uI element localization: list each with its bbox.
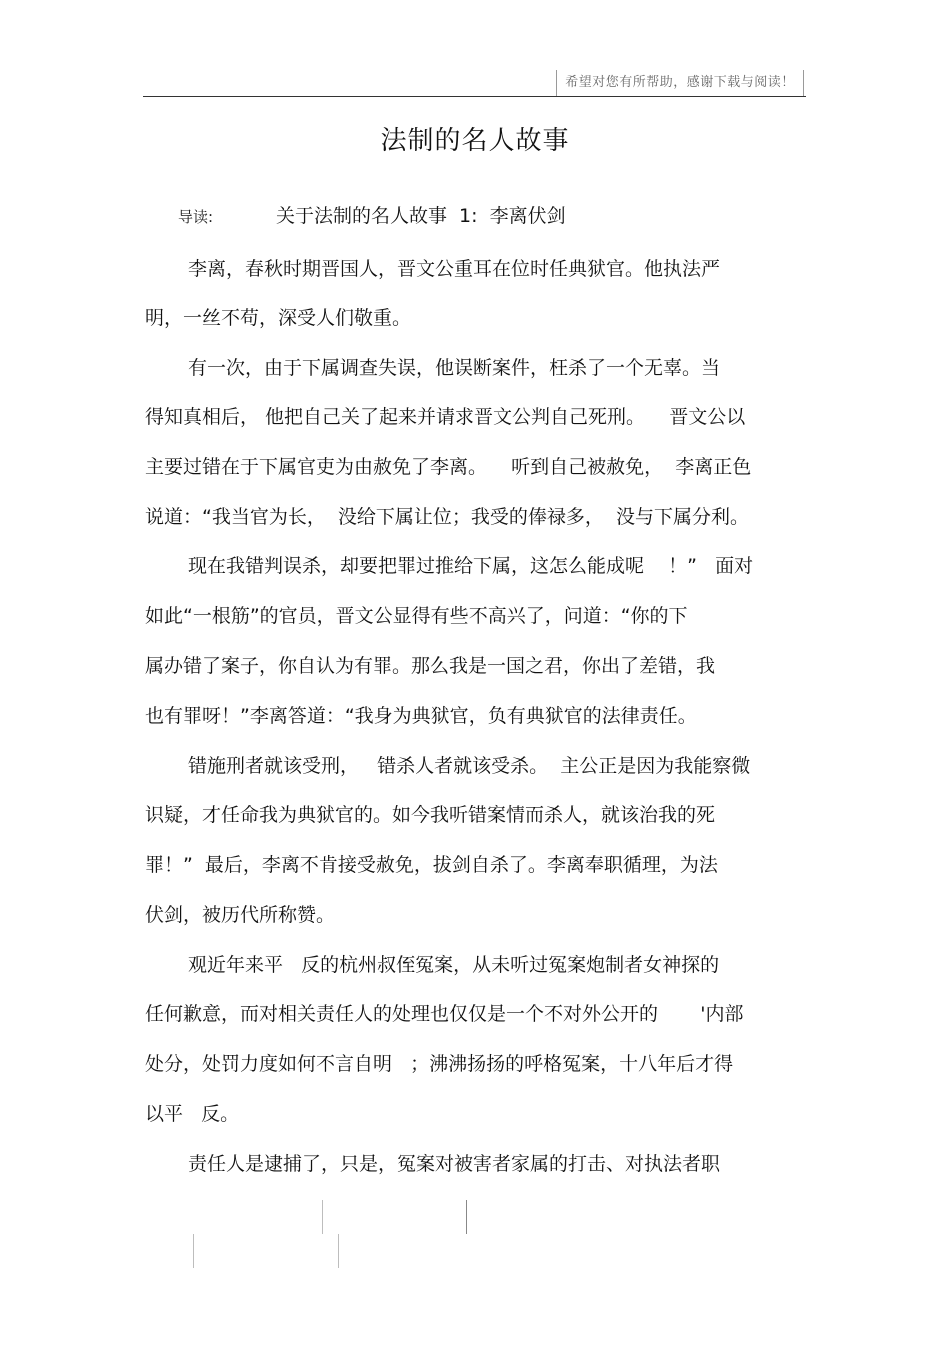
body-line: 处分，处罚力度如何不言自明 ；沸沸扬扬的呼格冤案，十八年后才得 — [145, 1053, 734, 1075]
scan-artifact-line — [193, 1234, 194, 1268]
body-line: 明，一丝不苟，深受人们敬重。 — [145, 307, 412, 329]
body-line: 也有罪呀！”李离答道：“我身为典狱官，负有典狱官的法律责任。 — [145, 705, 697, 727]
body-line: 说道：“我当官为长， 没给下属让位；我受的俸禄多， 没与下属分利。 — [145, 506, 750, 528]
body-line: 如此“一根筋”的官员，晋文公显得有些不高兴了，问道：“你的下 — [145, 605, 688, 627]
body-line: 错施刑者就该受刑， 错杀人者就该受杀。 主公正是因为我能察微 — [188, 755, 751, 777]
body-line: 识疑，才任命我为典狱官的。如今我听错案情而杀人，就该治我的死 — [145, 804, 716, 826]
body-line: 观近年来平 反的杭州叔侄冤案，从未听过冤案炮制者女神探的 — [188, 954, 720, 976]
document-title: 法制的名人故事 — [380, 126, 570, 156]
scan-artifact-line — [322, 1200, 323, 1234]
body-line: 以平 反。 — [145, 1103, 240, 1125]
body-line: 主要过错在于下属官吏为由赦免了李离。 听到自己被赦免， 李离正色 — [145, 456, 752, 478]
body-line: 有一次，由于下属调查失误，他误断案件，枉杀了一个无辜。当 — [188, 357, 721, 379]
body-line: 李离，春秋时期晋国人，晋文公重耳在位时任典狱官。他执法严 — [188, 258, 721, 280]
body-line: 伏剑，被历代所称赞。 — [145, 904, 336, 926]
lead-label: 导读: — [178, 208, 214, 226]
body-line: 任何歉意，而对相关责任人的处理也仅仅是一个不对外公开的 '内部 — [145, 1003, 744, 1025]
header-rule — [143, 96, 806, 97]
body-line: 现在我错判误杀，却要把罪过推给下属，这怎么能成呢 ！” 面对 — [188, 555, 754, 577]
lead-text: 关于法制的名人故事 1: 李离伏剑 — [276, 205, 566, 227]
body-line: 责任人是逮捕了，只是，冤案对被害者家属的打击、对执法者职 — [188, 1153, 721, 1175]
body-line: 属办错了案子，你自认为有罪。那么我是一国之君，你出了差错，我 — [145, 655, 716, 677]
header-note: 希望对您有所帮助，感谢下载与阅读！ — [556, 70, 804, 96]
scan-artifact-line — [466, 1200, 467, 1234]
body-line: 罪！” 最后，李离不肯接受赦免，拔剑自杀了。李离奉职循理，为法 — [145, 854, 718, 876]
body-line: 得知真相后， 他把自己关了起来并请求晋文公判自己死刑。 晋文公以 — [145, 406, 746, 428]
scan-artifact-line — [338, 1234, 339, 1268]
